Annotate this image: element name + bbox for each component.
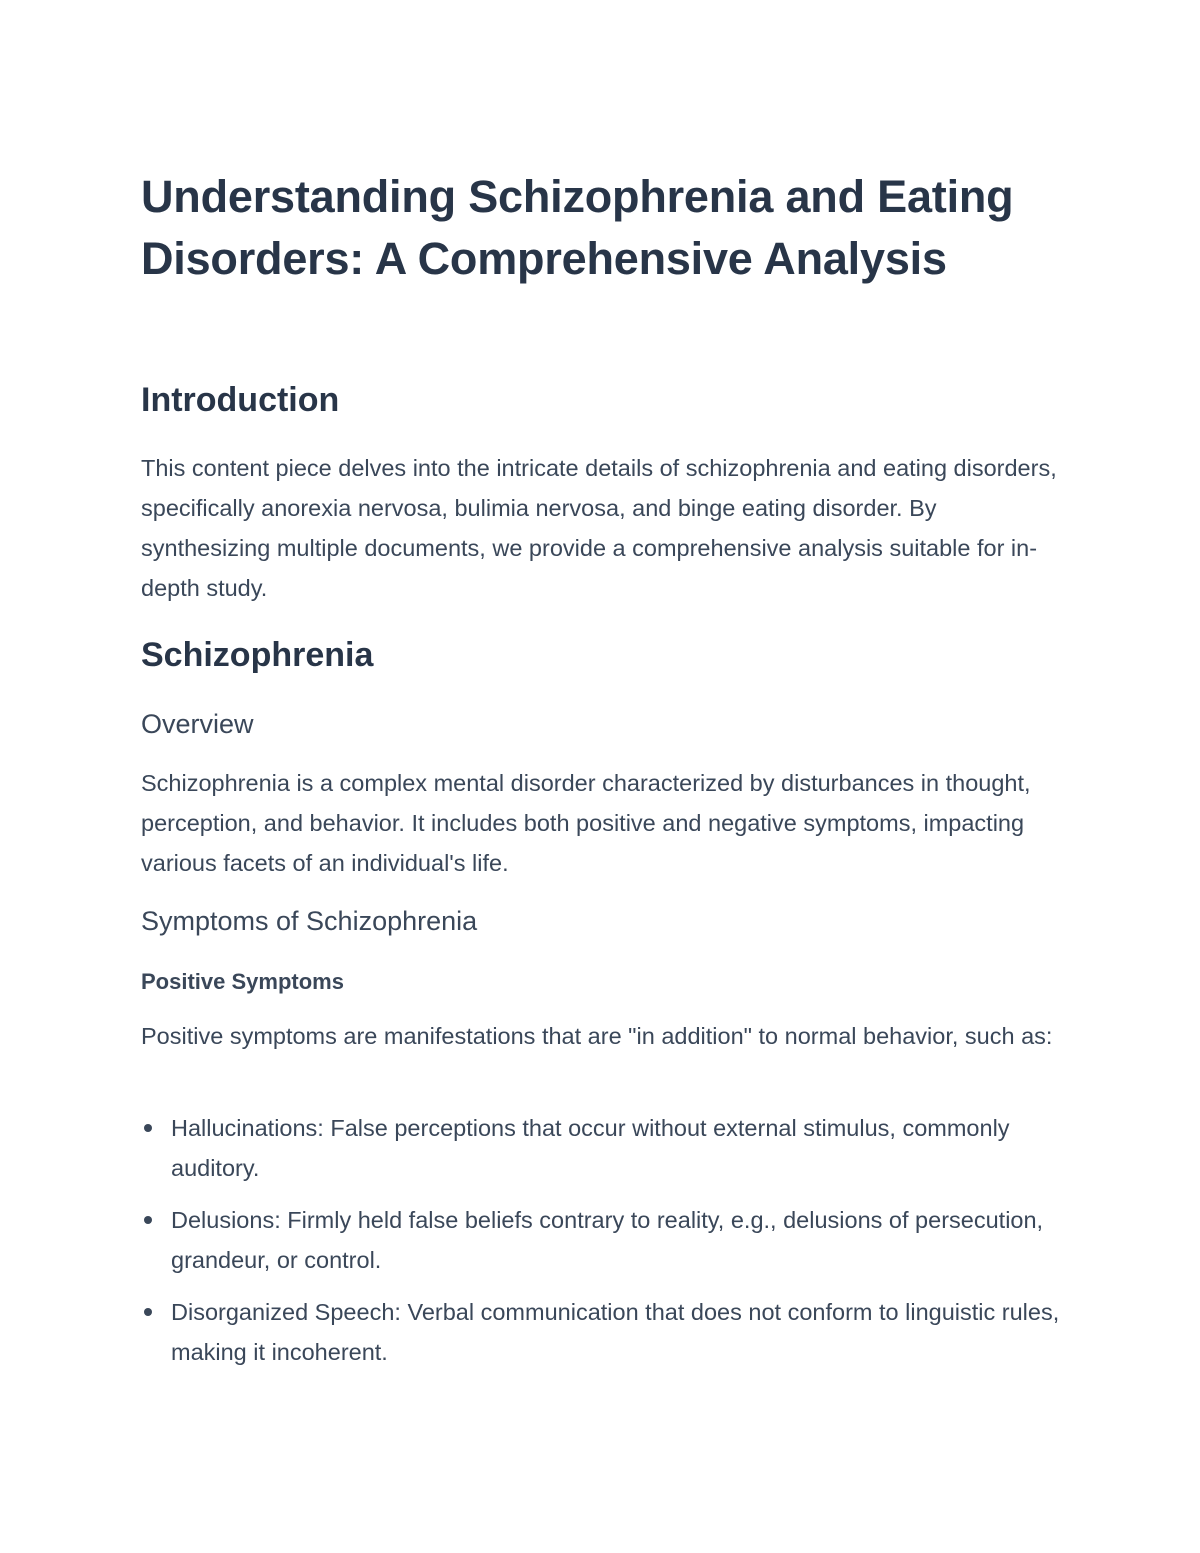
list-item [141, 1292, 1071, 1372]
list-item-text: Delusions: Firmly held false beliefs contrary to reality, e.g., delusions of persecution, grandeur, or control. [171, 1207, 1044, 1273]
symptoms-heading: Symptoms of Schizophrenia [141, 906, 478, 936]
introduction-heading: Introduction [141, 381, 340, 419]
positive-symptoms-list [141, 1108, 1071, 1372]
list-item [141, 1108, 1071, 1188]
list-item [141, 1200, 1071, 1280]
bullet-icon [144, 1124, 152, 1132]
list-item-text: Hallucinations: False perceptions that occur without external stimulus, commonly auditory. [171, 1115, 1010, 1181]
introduction-paragraph: This content piece delves into the intricate details of schizophrenia and eating disorders, specifically anorexia nervosa, bulimia nervosa, and binge eating disorder. By synthesizing multiple documents, we provide a comprehensive analysis suitable for in-depth study. [141, 455, 1057, 601]
overview-heading: Overview [141, 709, 254, 739]
bullet-icon [144, 1216, 152, 1224]
overview-paragraph: Schizophrenia is a complex mental disorder characterized by disturbances in thought, perception, and behavior. It includes both positive and negative symptoms, impacting various facets of an individual's life. [141, 770, 1031, 876]
positive-symptoms-heading: Positive Symptoms [141, 969, 344, 994]
bullet-icon [144, 1308, 152, 1316]
list-item-text: Disorganized Speech: Verbal communication that does not conform to linguistic rules, making it incoherent. [171, 1299, 1060, 1365]
schizophrenia-heading: Schizophrenia [141, 636, 374, 674]
document-title: Understanding Schizophrenia and Eating Disorders: A Comprehensive Analysis [141, 171, 1014, 284]
positive-symptoms-paragraph: Positive symptoms are manifestations that are "in addition" to normal behavior, such as: [141, 1023, 1053, 1049]
